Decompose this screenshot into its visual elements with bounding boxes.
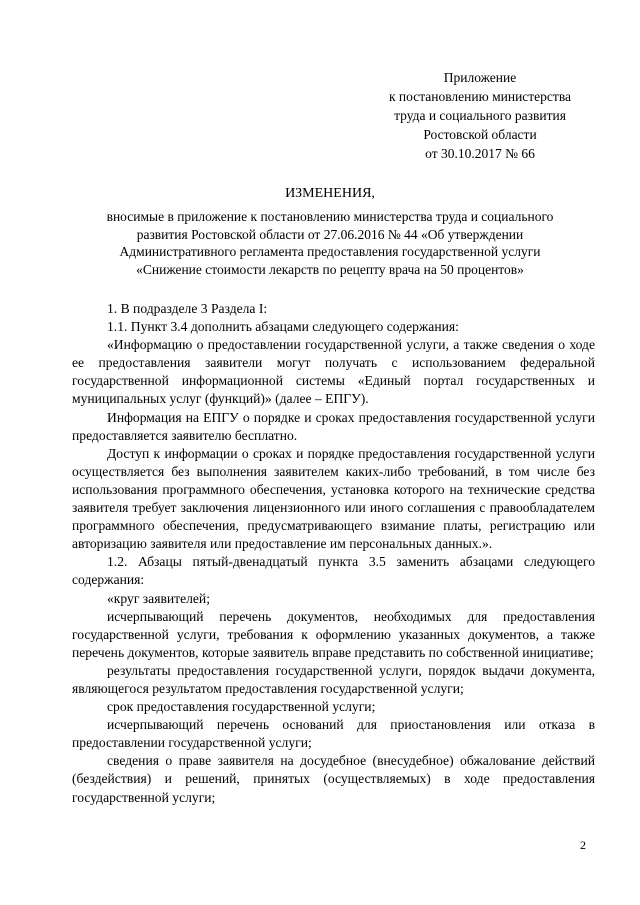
paragraph: 1.2. Абзацы пятый-двенадцатый пункта 3.5 заменить абзацами следующего содержания: [72, 554, 595, 588]
paragraph: исчерпывающий перечень документов, необходимых для предоставления государственной услуги, требования к оформлению указанных документов, а также перечень документов, которые заявитель вправе представить по собственной инициативе; [72, 608, 595, 660]
document-subtitle [72, 208, 588, 278]
paragraph: «круг заявителей; [107, 590, 210, 606]
paragraph: «Информацию о предоставлении государственной услуги, а также сведения о ходе ее предоставления заявители могут получать с использованием федеральной государственной информационной системы «Единый портал государственных и муниципальных услуг (функций)» (далее – ЕПГУ). [72, 337, 595, 407]
subtitle-line: развития Ростовской области от 27.06.2016 № 44 «Об утверждении [136, 226, 524, 242]
approval-line: Ростовской области [423, 127, 537, 142]
paragraph: результаты предоставления государственной услуги, порядок выдачи документа, являющегося результатом предоставления государственной услуги; [72, 662, 595, 696]
paragraph: сведения о праве заявителя на досудебное (внесудебное) обжалование действий (бездействия) и решений, принятых (осуществляемых) в ходе предоставления государственной услуги; [72, 753, 595, 805]
subtitle-line: Административного регламента предоставления государственной услуги [119, 244, 541, 259]
paragraph: Информация на ЕПГУ о порядке и сроках предоставления государственной услуги предоставляется заявителю бесплатно. [72, 409, 595, 443]
document-body [72, 300, 595, 807]
subtitle-line: «Снижение стоимости лекарств по рецепту врача на 50 процентов» [136, 261, 524, 277]
paragraph: срок предоставления государственной услуги; [107, 699, 376, 715]
paragraph: Доступ к информации о сроках и порядке предоставления государственной услуги осуществляется без выполнения заявителем каких-либо требований, в том числе без использования программного обеспечения, установка которого на технические средства заявителя требует заключения лицензионного или иного соглашения с правообладателем программного обеспечения, предусматривающего взимание платы, регистрацию или авторизацию заявителя или предоставление им персональных данных.». [72, 445, 595, 552]
subtitle-line: вносимые в приложение к постановлению министерства труда и социального [106, 209, 554, 224]
page-number: 2 [580, 838, 586, 852]
approval-line: к постановлению министерства [388, 89, 572, 104]
document-title: ИЗМЕНЕНИЯ, [285, 186, 375, 201]
approval-block [360, 68, 600, 163]
paragraph: 1. В подразделе 3 Раздела I: [107, 301, 268, 316]
approval-line: Приложение [443, 70, 517, 85]
paragraph: исчерпывающий перечень оснований для приостановления или отказа в предоставлении государственной услуги; [72, 717, 595, 751]
paragraph: 1.1. Пункт 3.4 дополнить абзацами следующего содержания: [107, 319, 459, 335]
approval-line: от 30.10.2017 № 66 [425, 146, 535, 161]
approval-line: труда и социального развития [394, 108, 566, 123]
